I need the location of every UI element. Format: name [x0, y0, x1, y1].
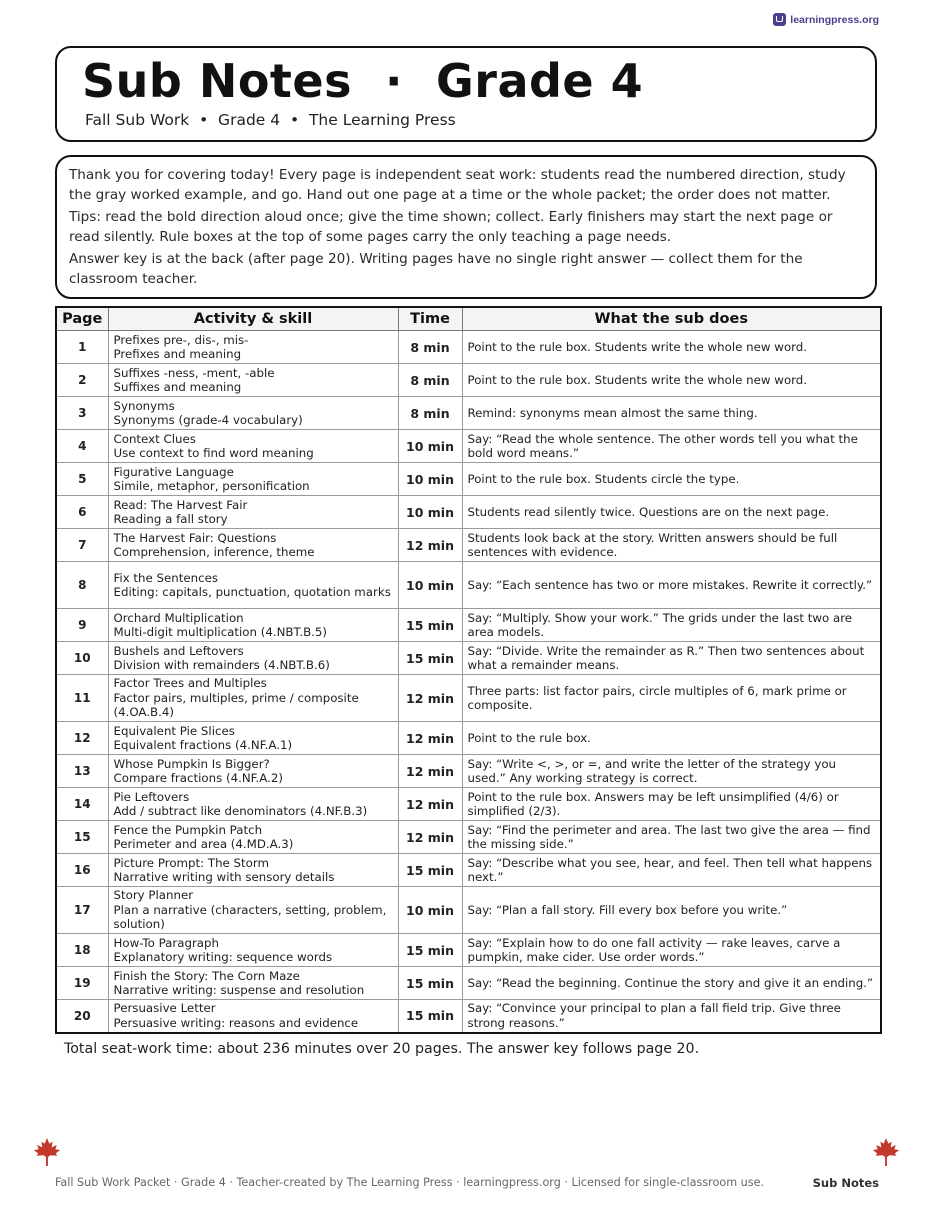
- activity-skill: Use context to find word meaning: [113, 446, 314, 460]
- table-row: [56, 854, 881, 887]
- table-row: [56, 722, 881, 755]
- activity-skill: Perimeter and area (4.MD.A.3): [113, 837, 294, 851]
- row-activity: [108, 463, 398, 496]
- row-activity: [108, 529, 398, 562]
- row-page: 8: [56, 562, 108, 609]
- row-activity: [108, 331, 398, 364]
- row-page: 3: [56, 397, 108, 430]
- activity-name: Read: The Harvest Fair: [113, 497, 248, 512]
- table-row: [56, 496, 881, 529]
- table-row: [56, 821, 881, 854]
- row-activity: [108, 1000, 398, 1033]
- activity-skill: Division with remainders (4.NBT.B.6): [113, 658, 330, 672]
- row-sub-action: Three parts: list factor pairs, circle multiples of 6, mark prime or composite.: [462, 675, 881, 722]
- footer-label: Sub Notes: [812, 1176, 879, 1190]
- activity-name: Equivalent Pie Slices: [113, 723, 235, 738]
- table-row: [56, 430, 881, 463]
- brand-text: learningpress.org: [790, 13, 879, 26]
- row-time: 12 min: [398, 675, 462, 722]
- row-time: 10 min: [398, 463, 462, 496]
- row-page: 19: [56, 967, 108, 1000]
- table-row: [56, 609, 881, 642]
- row-sub-action: Point to the rule box. Answers may be left unsimplified (4/6) or simplified (2/3).: [462, 788, 881, 821]
- row-sub-action: Say: “Each sentence has two or more mistakes. Rewrite it correctly.”: [462, 562, 881, 609]
- table-row: [56, 934, 881, 967]
- activity-skill: Suffixes and meaning: [113, 380, 242, 394]
- activity-skill: Add / subtract like denominators (4.NF.B.3): [113, 804, 368, 818]
- row-sub-action: Say: “Read the whole sentence. The other words tell you what the bold word means.”: [462, 430, 881, 463]
- row-sub-action: Students look back at the story. Written answers should be full sentences with evidence.: [462, 529, 881, 562]
- row-time: 8 min: [398, 364, 462, 397]
- row-time: 15 min: [398, 642, 462, 675]
- row-page: 20: [56, 1000, 108, 1033]
- row-activity: [108, 430, 398, 463]
- activity-name: Story Planner: [113, 888, 194, 903]
- row-time: 12 min: [398, 722, 462, 755]
- table-row: [56, 755, 881, 788]
- row-page: 11: [56, 675, 108, 722]
- row-page: 12: [56, 722, 108, 755]
- row-time: 12 min: [398, 788, 462, 821]
- row-time: 15 min: [398, 967, 462, 1000]
- row-activity: [108, 642, 398, 675]
- row-time: 10 min: [398, 887, 462, 934]
- table-row: [56, 642, 881, 675]
- activity-name: Pie Leftovers: [113, 789, 190, 804]
- row-page: 2: [56, 364, 108, 397]
- row-page: 6: [56, 496, 108, 529]
- activity-name: How-To Paragraph: [113, 935, 220, 950]
- page-subtitle: Fall Sub Work • Grade 4 • The Learning Press: [85, 111, 456, 129]
- activity-name: Suffixes -ness, -ment, -able: [113, 365, 275, 380]
- table-row: [56, 364, 881, 397]
- header-page: Page: [56, 307, 108, 331]
- activity-skill: Narrative writing with sensory details: [113, 870, 335, 884]
- row-activity: [108, 496, 398, 529]
- table-row: [56, 887, 881, 934]
- intro-paragraph-1: Thank you for covering today! Every page is independent seat work: students read the numbered direction, study the gray worked example, and go. Hand out one page at a time or the whole packet; the order does not matter.: [69, 167, 846, 203]
- activity-skill: Compare fractions (4.NF.A.2): [113, 771, 284, 785]
- row-page: 5: [56, 463, 108, 496]
- row-time: 10 min: [398, 562, 462, 609]
- activity-skill: Equivalent fractions (4.NF.A.1): [113, 738, 293, 752]
- activity-skill: Plan a narrative (characters, setting, problem, solution): [113, 902, 387, 932]
- activity-name: Persuasive Letter: [113, 1001, 216, 1016]
- page-title: Sub Notes · Grade 4: [82, 54, 644, 108]
- row-activity: [108, 854, 398, 887]
- row-time: 12 min: [398, 529, 462, 562]
- row-time: 8 min: [398, 397, 462, 430]
- row-sub-action: Students read silently twice. Questions are on the next page.: [462, 496, 881, 529]
- row-page: 1: [56, 331, 108, 364]
- table-row: [56, 331, 881, 364]
- row-page: 13: [56, 755, 108, 788]
- activity-name: Whose Pumpkin Is Bigger?: [113, 756, 270, 771]
- row-sub-action: Remind: synonyms mean almost the same thing.: [462, 397, 881, 430]
- brand-link[interactable]: [773, 13, 879, 26]
- table-row: [56, 529, 881, 562]
- activity-skill: Comprehension, inference, theme: [113, 545, 315, 559]
- activity-name: Picture Prompt: The Storm: [113, 855, 270, 870]
- activity-name: Finish the Story: The Corn Maze: [113, 968, 300, 983]
- total-note: Total seat-work time: about 236 minutes over 20 pages. The answer key follows page 20.: [64, 1041, 700, 1057]
- row-activity: [108, 675, 398, 722]
- row-page: 14: [56, 788, 108, 821]
- activity-skill: Persuasive writing: reasons and evidence: [113, 1015, 359, 1030]
- row-time: 12 min: [398, 821, 462, 854]
- activity-skill: Explanatory writing: sequence words: [113, 950, 333, 964]
- intro-paragraph-2: Tips: read the bold direction aloud once; give the time shown; collect. Early finishers may start the next page or read silently. Rule boxes at the top of some pages carry the only teaching a page needs.: [69, 209, 833, 245]
- activity-skill: Reading a fall story: [113, 512, 228, 526]
- row-sub-action: Point to the rule box. Students circle the type.: [462, 463, 881, 496]
- schedule-table: [55, 306, 882, 1034]
- table-row: [56, 1000, 881, 1033]
- row-sub-action: Point to the rule box.: [462, 722, 881, 755]
- header-time: Time: [398, 307, 462, 331]
- row-time: 15 min: [398, 934, 462, 967]
- table-row: [56, 967, 881, 1000]
- table-header-row: [56, 307, 881, 331]
- intro-box: [55, 155, 877, 299]
- row-activity: [108, 821, 398, 854]
- row-page: 4: [56, 430, 108, 463]
- row-sub-action: Say: “Divide. Write the remainder as R.” Then two sentences about what a remainder means.: [462, 642, 881, 675]
- row-sub-action: Point to the rule box. Students write the whole new word.: [462, 364, 881, 397]
- activity-name: Prefixes pre-, dis-, mis-: [113, 332, 249, 347]
- activity-skill: Editing: capitals, punctuation, quotation marks: [113, 585, 391, 599]
- row-page: 15: [56, 821, 108, 854]
- activity-skill: Simile, metaphor, personification: [113, 479, 310, 493]
- row-sub-action: Say: “Describe what you see, hear, and feel. Then tell what happens next.”: [462, 854, 881, 887]
- header-box: [55, 46, 877, 142]
- row-sub-action: Say: “Convince your principal to plan a fall field trip. Give three strong reasons.”: [462, 1000, 881, 1033]
- table-row: [56, 397, 881, 430]
- row-sub-action: Say: “Find the perimeter and area. The last two give the area — find the missing side.”: [462, 821, 881, 854]
- learningpress-logo-icon: [773, 13, 786, 26]
- maple-leaf-icon: [872, 1137, 900, 1167]
- activity-name: The Harvest Fair: Questions: [113, 530, 277, 545]
- row-sub-action: Say: “Multiply. Show your work.” The grids under the last two are area models.: [462, 609, 881, 642]
- row-activity: [108, 755, 398, 788]
- activity-name: Fix the Sentences: [113, 570, 219, 585]
- activity-name: Factor Trees and Multiples: [113, 676, 267, 691]
- intro-paragraph-3: Answer key is at the back (after page 20). Writing pages have no single right answer — collect them for the classroom teacher.: [69, 251, 803, 287]
- row-page: 9: [56, 609, 108, 642]
- activity-skill: Synonyms (grade-4 vocabulary): [113, 413, 303, 427]
- row-page: 18: [56, 934, 108, 967]
- table-row: [56, 562, 881, 609]
- activity-skill: Factor pairs, multiples, prime / composite (4.OA.B.4): [113, 690, 359, 720]
- row-time: 15 min: [398, 1000, 462, 1033]
- activity-name: Context Clues: [113, 431, 196, 446]
- row-sub-action: Say: “Plan a fall story. Fill every box before you write.”: [462, 887, 881, 934]
- header-activity: Activity & skill: [108, 307, 398, 331]
- row-activity: [108, 364, 398, 397]
- activity-name: Orchard Multiplication: [113, 610, 244, 625]
- row-page: 10: [56, 642, 108, 675]
- activity-name: Fence the Pumpkin Patch: [113, 822, 263, 837]
- row-activity: [108, 934, 398, 967]
- activity-name: Bushels and Leftovers: [113, 643, 244, 658]
- activity-skill: Prefixes and meaning: [113, 347, 242, 361]
- footer-text: Fall Sub Work Packet · Grade 4 · Teacher-created by The Learning Press · learningpress.org · Licensed for single-classroom use.: [55, 1176, 765, 1189]
- table-row: [56, 788, 881, 821]
- activity-name: Synonyms: [113, 398, 175, 413]
- row-activity: [108, 562, 398, 609]
- row-activity: [108, 967, 398, 1000]
- row-page: 17: [56, 887, 108, 934]
- activity-skill: Narrative writing: suspense and resolution: [113, 983, 365, 997]
- row-activity: [108, 609, 398, 642]
- row-time: 12 min: [398, 755, 462, 788]
- row-time: 15 min: [398, 609, 462, 642]
- row-time: 10 min: [398, 496, 462, 529]
- row-time: 10 min: [398, 430, 462, 463]
- row-sub-action: Say: “Write <, >, or =, and write the letter of the strategy you used.” Any working strategy is correct.: [462, 755, 881, 788]
- row-page: 16: [56, 854, 108, 887]
- row-activity: [108, 887, 398, 934]
- row-sub-action: Say: “Explain how to do one fall activity — rake leaves, carve a pumpkin, make cider. Use order words.”: [462, 934, 881, 967]
- maple-leaf-icon: [33, 1137, 61, 1167]
- header-sub: What the sub does: [462, 307, 881, 331]
- activity-name: Figurative Language: [113, 464, 234, 479]
- table-row: [56, 463, 881, 496]
- row-activity: [108, 722, 398, 755]
- row-time: 15 min: [398, 854, 462, 887]
- row-sub-action: Say: “Read the beginning. Continue the story and give it an ending.”: [462, 967, 881, 1000]
- row-sub-action: Point to the rule box. Students write the whole new word.: [462, 331, 881, 364]
- row-activity: [108, 397, 398, 430]
- activity-skill: Multi-digit multiplication (4.NBT.B.5): [113, 625, 328, 639]
- row-page: 7: [56, 529, 108, 562]
- table-row: [56, 675, 881, 722]
- row-time: 8 min: [398, 331, 462, 364]
- row-activity: [108, 788, 398, 821]
